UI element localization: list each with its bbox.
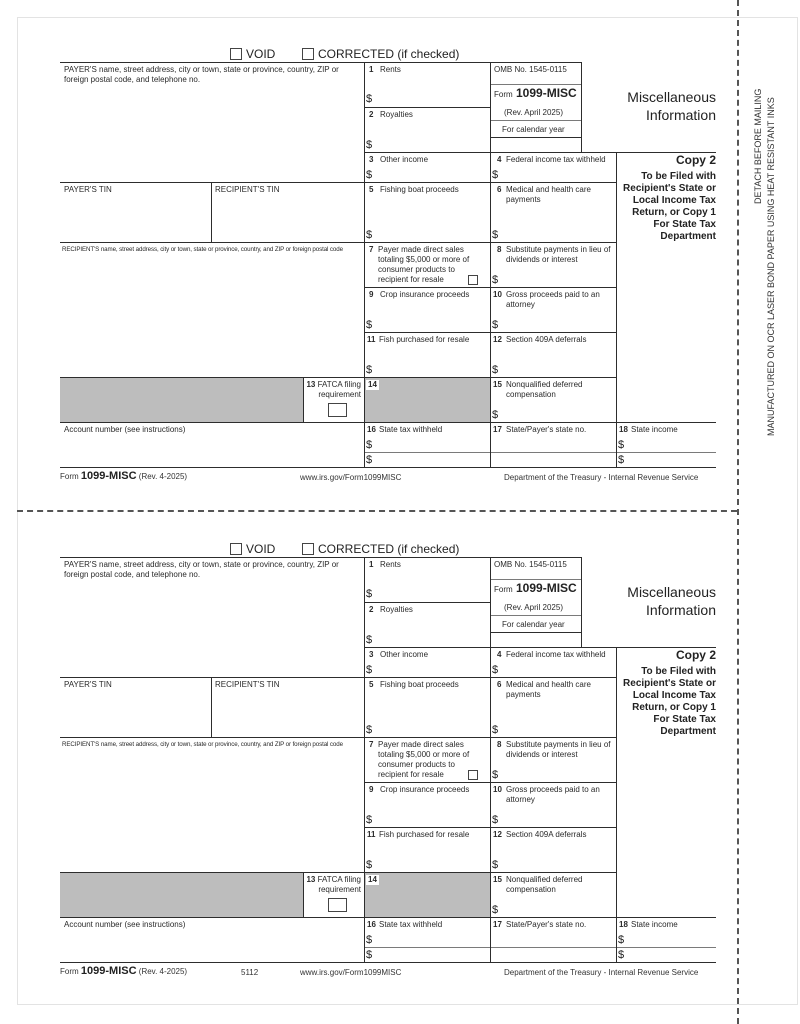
corrected-label: CORRECTED (if checked) bbox=[318, 47, 460, 61]
form-copy-lower bbox=[0, 495, 800, 990]
box-3-dollar: $ bbox=[366, 169, 373, 181]
corrected-label: CORRECTED (if checked) bbox=[318, 542, 460, 556]
box-8-label: Substitute payments in lieu of dividends or interest bbox=[506, 740, 611, 759]
recipient-tin-label: RECIPIENT'S TIN bbox=[215, 185, 280, 194]
box-18-label: State income bbox=[631, 425, 678, 434]
copy-label: Copy 2 bbox=[675, 648, 716, 662]
footer-form: Form 1099-MISC (Rev. 4-2025) bbox=[60, 965, 188, 977]
omb-form-name: 1099-MISC bbox=[516, 86, 577, 100]
box-17-number: 17 bbox=[493, 920, 502, 929]
shaded-area bbox=[60, 873, 303, 917]
box-11-dollar: $ bbox=[366, 364, 373, 376]
box-16-dollar-1: $ bbox=[366, 439, 373, 451]
box-3-label: Other income bbox=[380, 650, 429, 659]
box-3-number: 3 bbox=[369, 650, 374, 659]
copy-instructions: To be Filed with Recipient's State or Local Income Tax Return, or Copy 1 For State Tax Department bbox=[623, 666, 716, 737]
box-12-number: 12 bbox=[493, 830, 502, 839]
omb-calendar: For calendar year bbox=[502, 620, 565, 629]
box-12-number: 12 bbox=[493, 335, 502, 344]
detach-text: DETACH BEFORE MAILING bbox=[753, 88, 763, 204]
box-4-number: 4 bbox=[497, 650, 502, 659]
box-11-number: 11 bbox=[367, 335, 376, 344]
box-6-label: Medical and health care payments bbox=[506, 680, 591, 699]
box-10-dollar: $ bbox=[492, 319, 499, 331]
box-3-number: 3 bbox=[369, 155, 374, 164]
box-4-label: Federal income tax withheld bbox=[506, 155, 606, 164]
box-18-dollar-1: $ bbox=[618, 934, 625, 946]
box-6-number: 6 bbox=[497, 185, 502, 194]
footer-url: www.irs.gov/Form1099MISC bbox=[300, 968, 402, 977]
omb-form-name: 1099-MISC bbox=[516, 581, 577, 595]
box-15-label: Nonqualified deferred compensation bbox=[506, 875, 583, 894]
account-number-label: Account number (see instructions) bbox=[64, 920, 186, 929]
box-2-label: Royalties bbox=[380, 110, 413, 119]
corrected-checkbox[interactable] bbox=[302, 48, 314, 60]
box-13-label: 13 FATCA filing requirement bbox=[306, 380, 361, 399]
box-16-dollar-2: $ bbox=[366, 949, 373, 961]
void-label: VOID bbox=[246, 47, 276, 61]
box-1-dollar: $ bbox=[366, 93, 373, 105]
shaded-area bbox=[60, 378, 303, 422]
box-1-dollar: $ bbox=[366, 588, 373, 600]
omb-rev: (Rev. April 2025) bbox=[504, 603, 563, 612]
box-9-number: 9 bbox=[369, 290, 374, 299]
box-2-label: Royalties bbox=[380, 605, 413, 614]
box-6-dollar: $ bbox=[492, 229, 499, 241]
box-10-dollar: $ bbox=[492, 814, 499, 826]
box-4-dollar: $ bbox=[492, 169, 499, 181]
void-label: VOID bbox=[246, 542, 276, 556]
box-9-label: Crop insurance proceeds bbox=[380, 290, 470, 299]
box-5-dollar: $ bbox=[366, 229, 373, 241]
box-17-number: 17 bbox=[493, 425, 502, 434]
manufactured-text: MANUFACTURED ON OCR LASER BOND PAPER USING HEAT RESISTANT INKS bbox=[766, 97, 776, 436]
box-14-number: 14 bbox=[368, 875, 377, 884]
vertical-perforation bbox=[737, 0, 739, 1024]
box-9-number: 9 bbox=[369, 785, 374, 794]
box-10-label: Gross proceeds paid to an attorney bbox=[506, 290, 600, 309]
box-11-dollar: $ bbox=[366, 859, 373, 871]
form-title: Miscellaneous Information bbox=[627, 584, 716, 618]
box-11-label: Fish purchased for resale bbox=[379, 335, 470, 344]
box-4-label: Federal income tax withheld bbox=[506, 650, 606, 659]
footer-code: 5112 bbox=[241, 968, 259, 977]
box-9-dollar: $ bbox=[366, 814, 373, 826]
box-5-number: 5 bbox=[369, 185, 374, 194]
horizontal-perforation bbox=[17, 510, 737, 512]
corrected-checkbox[interactable] bbox=[302, 543, 314, 555]
box-14-number: 14 bbox=[368, 380, 377, 389]
box-2-dollar: $ bbox=[366, 139, 373, 151]
footer-dept: Department of the Treasury - Internal Revenue Service bbox=[504, 473, 699, 482]
box-6-label: Medical and health care payments bbox=[506, 185, 591, 204]
box-1-number: 1 bbox=[369, 560, 374, 569]
box-10-number: 10 bbox=[493, 290, 502, 299]
account-number-label: Account number (see instructions) bbox=[64, 425, 186, 434]
box-16-number: 16 bbox=[367, 920, 376, 929]
box-2-number: 2 bbox=[369, 110, 374, 119]
box-3-dollar: $ bbox=[366, 664, 373, 676]
box-7-checkbox[interactable] bbox=[468, 770, 478, 780]
box-18-label: State income bbox=[631, 920, 678, 929]
box-16-label: State tax withheld bbox=[379, 425, 443, 434]
box-2-number: 2 bbox=[369, 605, 374, 614]
copy-instructions: To be Filed with Recipient's State or Local Income Tax Return, or Copy 1 For State Tax Department bbox=[623, 171, 716, 242]
box-12-label: Section 409A deferrals bbox=[506, 335, 587, 344]
box-18-dollar-2: $ bbox=[618, 949, 625, 961]
box-17-label: State/Payer's state no. bbox=[506, 425, 587, 434]
omb-calendar: For calendar year bbox=[502, 125, 565, 134]
box-15-label: Nonqualified deferred compensation bbox=[506, 380, 583, 399]
box-11-label: Fish purchased for resale bbox=[379, 830, 470, 839]
box-14-shade bbox=[364, 873, 490, 917]
box-15-dollar: $ bbox=[492, 904, 499, 916]
box-13-label: 13 FATCA filing requirement bbox=[306, 875, 361, 894]
omb-form-word: Form bbox=[494, 585, 513, 594]
box-10-number: 10 bbox=[493, 785, 502, 794]
box-7-number: 7 bbox=[369, 740, 374, 749]
void-checkbox[interactable] bbox=[230, 48, 242, 60]
box-4-dollar: $ bbox=[492, 664, 499, 676]
box-4-number: 4 bbox=[497, 155, 502, 164]
fatca-checkbox[interactable] bbox=[328, 403, 347, 417]
box-16-number: 16 bbox=[367, 425, 376, 434]
box-3-label: Other income bbox=[380, 155, 429, 164]
box-6-dollar: $ bbox=[492, 724, 499, 736]
box-7-checkbox[interactable] bbox=[468, 275, 478, 285]
payer-tin-label: PAYER'S TIN bbox=[64, 680, 112, 689]
box-12-dollar: $ bbox=[492, 364, 499, 376]
form-title: Miscellaneous Information bbox=[627, 89, 716, 123]
box-15-number: 15 bbox=[493, 875, 502, 884]
box-8-dollar: $ bbox=[492, 769, 499, 781]
omb-form-word: Form bbox=[494, 90, 513, 99]
box-8-label: Substitute payments in lieu of dividends or interest bbox=[506, 245, 611, 264]
box-9-dollar: $ bbox=[366, 319, 373, 331]
box-11-number: 11 bbox=[367, 830, 376, 839]
footer-url: www.irs.gov/Form1099MISC bbox=[300, 473, 402, 482]
recipient-tin-label: RECIPIENT'S TIN bbox=[215, 680, 280, 689]
box-6-number: 6 bbox=[497, 680, 502, 689]
box-7-label: Payer made direct sales totaling $5,000 or more of consumer products to recipient for resale bbox=[378, 245, 470, 284]
omb-number: OMB No. 1545-0115 bbox=[494, 560, 567, 569]
box-12-dollar: $ bbox=[492, 859, 499, 871]
box-8-dollar: $ bbox=[492, 274, 499, 286]
box-15-number: 15 bbox=[493, 380, 502, 389]
box-9-label: Crop insurance proceeds bbox=[380, 785, 470, 794]
box-10-label: Gross proceeds paid to an attorney bbox=[506, 785, 600, 804]
void-checkbox[interactable] bbox=[230, 543, 242, 555]
box-17-label: State/Payer's state no. bbox=[506, 920, 587, 929]
copy-label: Copy 2 bbox=[675, 153, 716, 167]
box-18-number: 18 bbox=[619, 425, 628, 434]
box-2-dollar: $ bbox=[366, 634, 373, 646]
box-5-number: 5 bbox=[369, 680, 374, 689]
box-16-dollar-2: $ bbox=[366, 454, 373, 466]
box-12-label: Section 409A deferrals bbox=[506, 830, 587, 839]
box-18-dollar-2: $ bbox=[618, 454, 625, 466]
recipient-name-label: RECIPIENT'S name, street address, city or town, state or province, country, and ZIP or foreign postal code bbox=[62, 246, 343, 253]
box-7-label: Payer made direct sales totaling $5,000 or more of consumer products to recipient for resale bbox=[378, 740, 470, 779]
box-16-dollar-1: $ bbox=[366, 934, 373, 946]
payer-tin-label: PAYER'S TIN bbox=[64, 185, 112, 194]
form-copy-upper bbox=[0, 0, 800, 495]
box-5-label: Fishing boat proceeds bbox=[380, 680, 459, 689]
payer-name-label: PAYER'S name, street address, city or town, state or province, country, ZIP or foreign postal code, and telephone no. bbox=[64, 560, 339, 579]
fatca-checkbox[interactable] bbox=[328, 898, 347, 912]
box-8-number: 8 bbox=[497, 245, 502, 254]
footer-dept: Department of the Treasury - Internal Revenue Service bbox=[504, 968, 699, 977]
box-14-shade bbox=[364, 378, 490, 422]
box-16-label: State tax withheld bbox=[379, 920, 443, 929]
box-1-label: Rents bbox=[380, 65, 401, 74]
omb-rev: (Rev. April 2025) bbox=[504, 108, 563, 117]
omb-number: OMB No. 1545-0115 bbox=[494, 65, 567, 74]
box-1-number: 1 bbox=[369, 65, 374, 74]
box-1-label: Rents bbox=[380, 560, 401, 569]
box-5-label: Fishing boat proceeds bbox=[380, 185, 459, 194]
box-5-dollar: $ bbox=[366, 724, 373, 736]
box-15-dollar: $ bbox=[492, 409, 499, 421]
box-8-number: 8 bbox=[497, 740, 502, 749]
box-18-number: 18 bbox=[619, 920, 628, 929]
box-18-dollar-1: $ bbox=[618, 439, 625, 451]
recipient-name-label: RECIPIENT'S name, street address, city or town, state or province, country, and ZIP or foreign postal code bbox=[62, 741, 343, 748]
box-7-number: 7 bbox=[369, 245, 374, 254]
payer-name-label: PAYER'S name, street address, city or town, state or province, country, ZIP or foreign postal code, and telephone no. bbox=[64, 65, 339, 84]
side-text bbox=[752, 89, 778, 436]
footer-form: Form 1099-MISC (Rev. 4-2025) bbox=[60, 470, 188, 482]
